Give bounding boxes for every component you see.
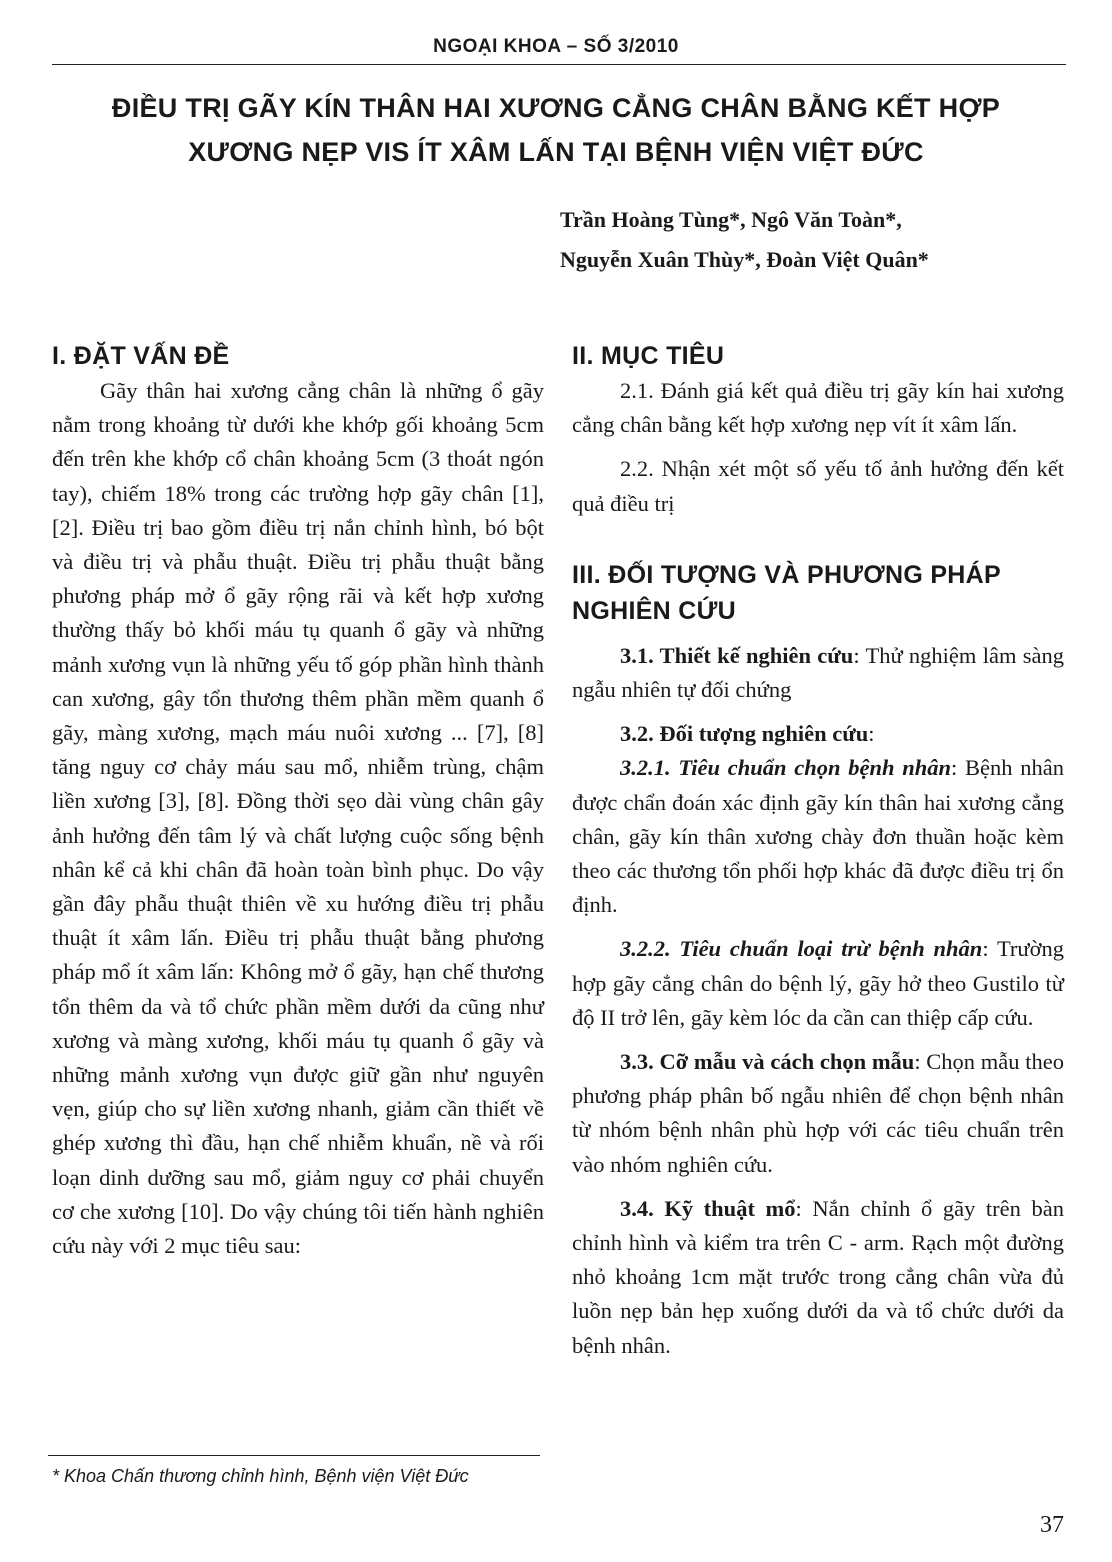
affiliation-footnote: * Khoa Chấn thương chỉnh hình, Bệnh viện Việt Đức: [52, 1466, 469, 1486]
spacer: [572, 1035, 1064, 1045]
subsection-3-1-label: 3.1. Thiết kế nghiên cứu: [620, 642, 854, 668]
page-number: 37: [1040, 1512, 1064, 1538]
left-column: [52, 338, 544, 1263]
subsection-3-2-2-text: : Trường hợp gãy cẳng chân do bệnh lý, gãy hở theo Gustilo từ độ II trở lên, gãy kèm lóc da cần can thiệp cấp cứu.: [572, 936, 1064, 1030]
subsection-3-2-label: 3.2. Đối tượng nghiên cứu: [620, 721, 869, 747]
subsection-3-3-label: 3.3. Cỡ mẫu và cách chọn mẫu: [620, 1049, 915, 1075]
section-3-heading: III. ĐỐI TƯỢNG VÀ PHƯƠNG PHÁP NGHIÊN CỨU: [572, 560, 1001, 625]
spacer: [572, 707, 1064, 717]
subsection-3-2-1: [572, 751, 1064, 922]
subsection-3-2-1-label: 3.2.1. Tiêu chuẩn chọn bệnh nhân: [620, 755, 952, 781]
subsection-3-2-colon: :: [868, 721, 875, 747]
spacer: [572, 1182, 1064, 1192]
subsection-3-1-text: : Thử nghiệm lâm sàng ngẫu nhiên tự đối chứng: [572, 642, 1064, 703]
right-column: [572, 338, 1064, 1363]
subsection-3-2-2: [572, 932, 1064, 1035]
spacer: [572, 922, 1064, 932]
header-rule: [52, 64, 1066, 65]
authors-line-2: Nguyễn Xuân Thùy*, Đoàn Việt Quân*: [560, 247, 929, 272]
subsection-3-1: [572, 639, 1064, 707]
subsection-3-3-text: : Chọn mẫu theo phương pháp phân bố ngẫu nhiên để chọn bệnh nhân từ nhóm bệnh nhân phù hợp với các tiêu chuẩn trên vào nhóm nghiên cứu.: [572, 1049, 1064, 1177]
subsection-3-2-2-label: 3.2.2. Tiêu chuẩn loại trừ bệnh nhân: [620, 936, 983, 962]
section-1-paragraph: Gãy thân hai xương cẳng chân là những ổ gãy nằm trong khoảng từ dưới khe khớp gối khoảng 5cm đến trên khe khớp cổ chân khoảng 5cm (3 thoát ngón tay), chiếm 18% trong các trường hợp gãy chân [1], [2]. Điều trị bao gồm điều trị nắn chỉnh hình, bó bột và điều trị và phẫu thuật. Điều trị phẫu thuật bằng phương pháp mở ổ gãy rộng rãi và kết hợp xương thường thấy bỏ khối máu tụ quanh ổ gãy và những mảnh xương vụn là những yếu tố góp phần hình thành can xương, gây tổn thương thêm phần mềm quanh ổ gãy, màng xương, mạch máu nuôi xương ... [7], [8] tăng nguy cơ chảy máu sau mổ, nhiễm trùng, chậm liền xương [3], [8]. Đồng thời sẹo dài vùng chân gây ảnh hưởng đến tâm lý và chất lượng cuộc sống bệnh nhân kể cả khi chân đã hoàn toàn bình phục. Do vậy gần đây phẫu thuật thiên về xu hướng điều trị phẫu thuật ít xâm lấn. Điều trị phẫu thuật bằng phương pháp mổ ít xâm lấn: Không mở ổ gãy, hạn chế thương tổn thêm da và tổ chức phần mềm dưới da cũng như xương và màng xương, khối máu tụ quanh ổ gãy và những mảnh xương vụn được giữ gần như nguyên vẹn, giúp cho sự liền xương nhanh, giảm cần thiết về ghép xương thì đầu, hạn chế nhiễm khuẩn, nề và rối loạn dinh dưỡng sau mổ, giảm nguy cơ phải chuyển cơ che xương [10]. Do vậy chúng tôi tiến hành nghiên cứu này với 2 mục tiêu sau:: [52, 378, 544, 1259]
subsection-3-2: [572, 717, 1064, 751]
spacer: [572, 442, 1064, 452]
authors-line-1: Trần Hoàng Tùng*, Ngô Văn Toàn*,: [560, 207, 902, 232]
article-title: [40, 86, 1072, 174]
subsection-3-4-text: : Nắn chỉnh ổ gãy trên bàn chỉnh hình và kiểm tra trên C - arm. Rạch một đường nhỏ khoảng 1cm mặt trước trong cẳng chân vừa đủ luồn nẹp bản hẹp xuống dưới da và tổ chức dưới da bệnh nhân.: [572, 1195, 1064, 1358]
footnote-rule: [48, 1455, 540, 1456]
section-2-heading: II. MỤC TIÊU: [572, 342, 725, 370]
subsection-3-4-label: 3.4. Kỹ thuật mổ: [620, 1195, 796, 1221]
subsection-3-4: [572, 1192, 1064, 1363]
running-head: NGOẠI KHOA – SỐ 3/2010: [433, 36, 679, 57]
spacer: [572, 629, 1064, 639]
author-list: [560, 200, 1060, 280]
objective-2-1: 2.1. Đánh giá kết quả điều trị gãy kín hai xương cẳng chân bằng kết hợp xương nẹp vít ít xâm lấn.: [572, 378, 1064, 438]
spacer: [572, 521, 1064, 557]
subsection-3-2-1-text: : Bệnh nhân được chẩn đoán xác định gãy kín thân hai xương cẳng chân, gãy kín thân xương chày đơn thuần hoặc kèm theo các thương tổn phối hợp khác đã được điều trị ổn định.: [572, 755, 1064, 918]
section-1-heading: I. ĐẶT VẤN ĐỀ: [52, 342, 230, 370]
title-line-2: XƯƠNG NẸP VIS ÍT XÂM LẤN TẠI BỆNH VIỆN VIỆT ĐỨC: [188, 137, 924, 167]
objective-2-2: 2.2. Nhận xét một số yếu tố ảnh hưởng đến kết quả điều trị: [572, 456, 1064, 516]
subsection-3-3: [572, 1045, 1064, 1182]
title-line-1: ĐIỀU TRỊ GÃY KÍN THÂN HAI XƯƠNG CẲNG CHÂN BẰNG KẾT HỢP: [111, 93, 1001, 123]
